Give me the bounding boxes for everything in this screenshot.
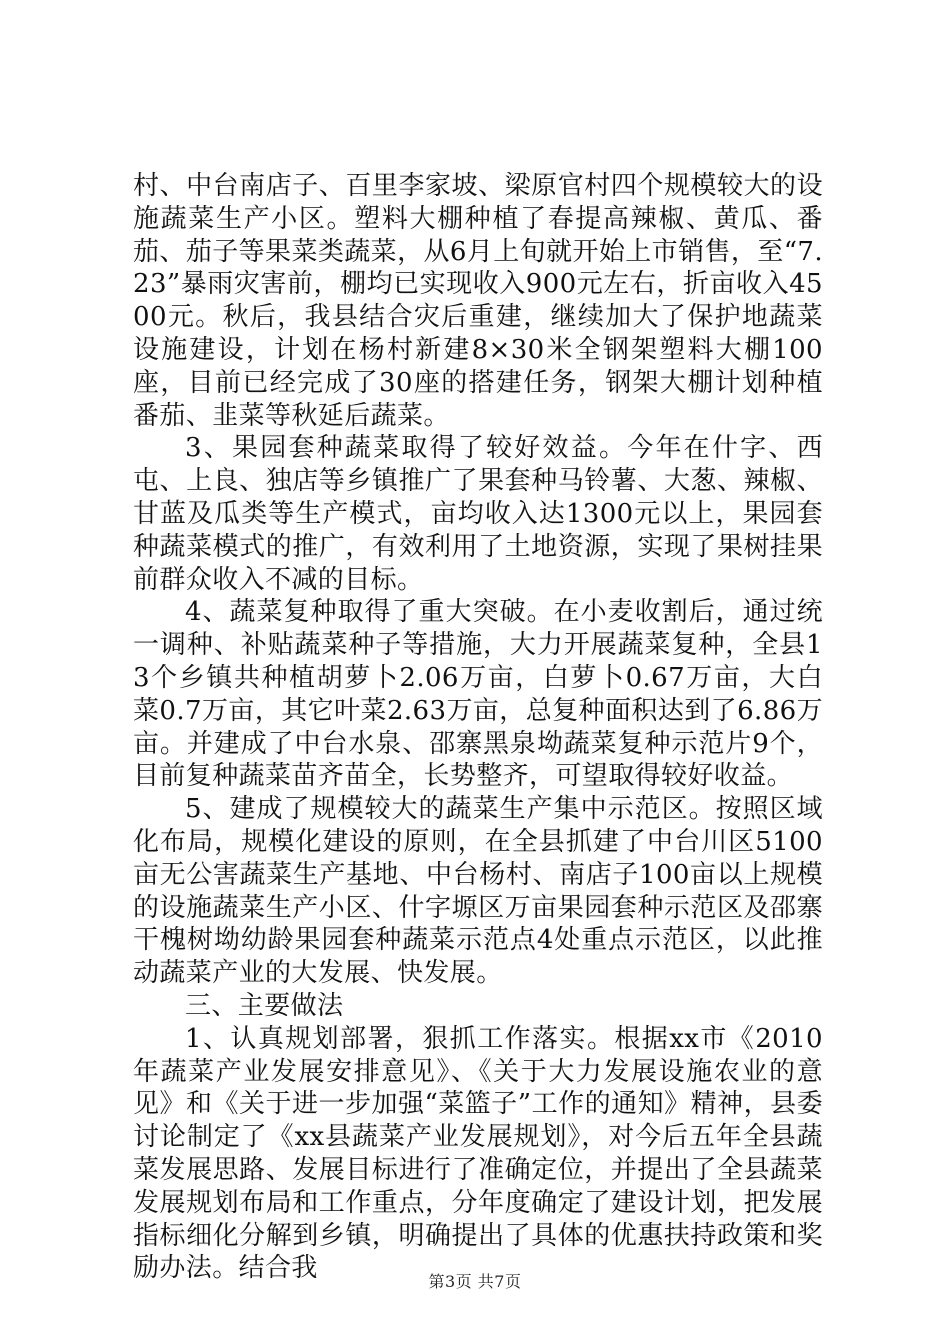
paragraph-continuation: 村、中台南店子、百里李家坡、梁原官村四个规模较大的设施蔬菜生产小区。塑料大棚种植了春提高辣椒、黄瓜、番茄、茄子等果菜类蔬菜，从6月上旬就开始上市销售，至“7.23”暴雨灾害前，棚均已实现收入900元左右，折亩收入4500元。秋后，我县结合灾后重建，继续加大了保护地蔬菜设施建设，计划在杨村新建8×30米全钢架塑料大棚100座，目前已经完成了30座的搭建任务，钢架大棚计划种植番茄、韭菜等秋延后蔬菜。 — [133, 171, 823, 431]
paragraph-orchard-intercropping: 3、果园套种蔬菜取得了较好效益。今年在什字、西屯、上良、独店等乡镇推广了果套种马铃薯、大葱、辣椒、甘蓝及瓜类等生产模式，亩均收入达1300元以上，果园套种蔬菜模式的推广，有效利用了土地资源，实现了果树挂果前群众收入不减的目标。 — [133, 433, 823, 595]
paragraph-planning-deployment: 1、认真规划部署，狠抓工作落实。根据xx市《2010年蔬菜产业发展安排意见》、《关于大力发展设施农业的意见》和《关于进一步加强“菜篮子”工作的通知》精神，县委讨论制定了《xx县蔬菜产业发展规划》，对今后五年全县蔬菜发展思路、发展目标进行了准确定位，并提出了全县蔬菜发展规划布局和工作重点，分年度确定了建设计划，把发展指标细化分解到乡镇，明确提出了具体的优惠扶持政策和奖励办法。结合我 — [133, 1023, 823, 1284]
section-heading-main-practices: 三、主要做法 — [185, 990, 344, 1021]
paragraph-vegetable-multiple-cropping: 4、蔬菜复种取得了重大突破。在小麦收割后，通过统一调种、补贴蔬菜种子等措施，大力开展蔬菜复种，全县13个乡镇共种植胡萝卜2.06万亩，白萝卜0.67万亩，大白菜0.7万亩，其它叶菜2.63万亩，总复种面积达到了6.86万亩。并建成了中台水泉、邵寨黑泉坳蔬菜复种示范片9个，目前复种蔬菜苗齐苗全，长势整齐，可望取得较好收益。 — [133, 597, 823, 792]
page-number-footer: 第3页 共7页 — [428, 1272, 522, 1291]
document-body — [133, 170, 823, 1285]
paragraph-demonstration-zone: 5、建成了规模较大的蔬菜生产集中示范区。按照区域化布局，规模化建设的原则，在全县抓建了中台川区5100亩无公害蔬菜生产基地、中台杨村、南店子100亩以上规模的设施蔬菜生产小区、什字塬区万亩果园套种示范区及邵寨干槐树坳幼龄果园套种蔬菜示范点4处重点示范区，以此推动蔬菜产业的大发展、快发展。 — [133, 794, 823, 989]
